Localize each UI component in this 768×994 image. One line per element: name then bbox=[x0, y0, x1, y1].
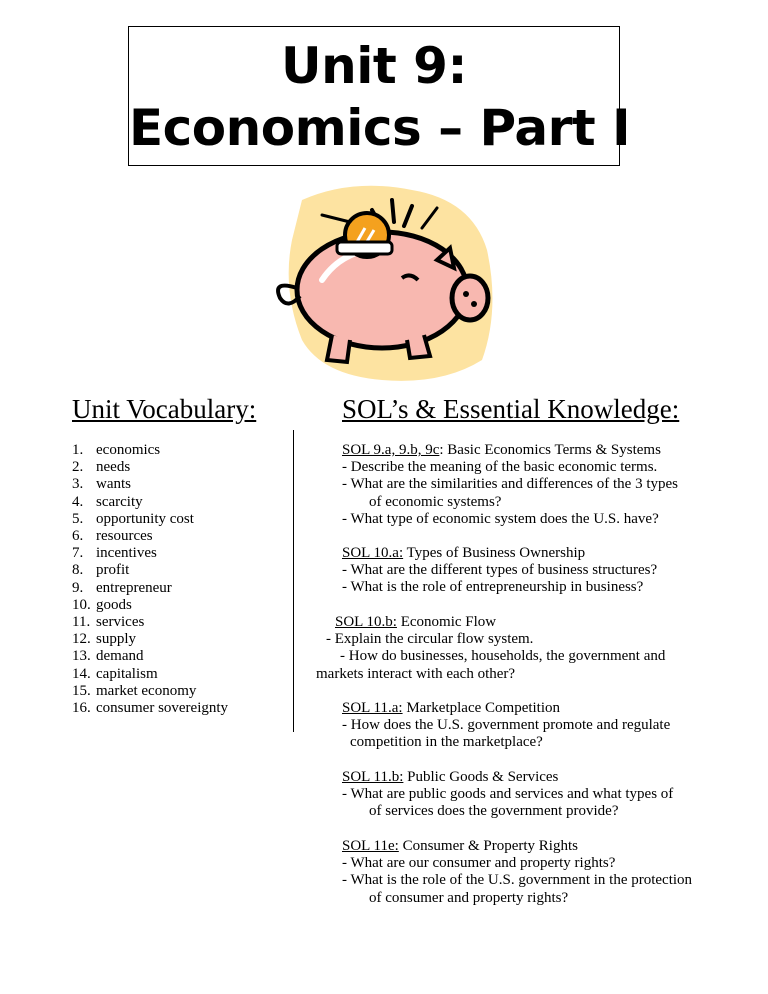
list-item: 2. needs bbox=[72, 459, 131, 476]
sol-question: - How does the U.S. government promote and regulate bbox=[342, 717, 671, 734]
sol-question-cont: markets interact with each other? bbox=[316, 665, 516, 682]
piggy-bank-icon bbox=[262, 170, 502, 390]
list-item: 10. goods bbox=[72, 596, 132, 613]
sol-question-cont: of services does the government provide? bbox=[369, 803, 619, 820]
sol-code: SOL 11.a: bbox=[342, 700, 403, 716]
vocab-list bbox=[72, 442, 228, 717]
list-item: 1. economics bbox=[72, 442, 161, 458]
sol-question-cont: of consumer and property rights? bbox=[369, 889, 569, 906]
sol-question: - How do businesses, households, the government and bbox=[340, 648, 666, 665]
sol-question: - What are public goods and services and what types of bbox=[342, 786, 674, 803]
sol-code: SOL 10.a: bbox=[342, 545, 404, 561]
sol-section-6 bbox=[342, 838, 692, 907]
sol-question-cont: competition in the marketplace? bbox=[350, 734, 543, 751]
title-box bbox=[128, 26, 631, 166]
list-item: 8. profit bbox=[72, 562, 130, 579]
sol-title: Consumer & Property Rights bbox=[398, 838, 578, 854]
list-item: 16. consumer sovereignty bbox=[72, 700, 229, 717]
title-line-2: Economics – Part I bbox=[129, 99, 631, 157]
sol-code: SOL 9.a, 9.b, 9c bbox=[342, 442, 440, 458]
sol-question: - What is the role of entrepreneurship in business? bbox=[342, 579, 644, 596]
sol-section-4 bbox=[342, 700, 670, 752]
list-item: 6. resources bbox=[72, 528, 153, 545]
sol-question: - Explain the circular flow system. bbox=[326, 631, 534, 648]
sol-title: Types of Business Ownership bbox=[403, 545, 586, 561]
sol-question: - What are our consumer and property rights? bbox=[342, 855, 616, 872]
sol-question: - Describe the meaning of the basic economic terms. bbox=[342, 459, 658, 476]
sol-title: Public Goods & Services bbox=[403, 769, 559, 785]
sol-question: - What are the similarities and differences of the 3 types bbox=[342, 476, 678, 493]
sol-title: Economic Flow bbox=[396, 614, 497, 630]
title-line-1: Unit 9: bbox=[281, 37, 467, 95]
list-item: 3. wants bbox=[72, 476, 131, 493]
column-divider bbox=[293, 430, 294, 732]
sol-section-2 bbox=[342, 545, 657, 597]
sol-question: - What are the different types of business structures? bbox=[342, 562, 658, 579]
sol-section-1 bbox=[342, 442, 678, 528]
list-item: 11. services bbox=[72, 614, 145, 631]
sol-title: : Basic Economics Terms & Systems bbox=[439, 442, 661, 458]
list-item: 7. incentives bbox=[72, 545, 157, 562]
list-item: 14. capitalism bbox=[72, 665, 158, 682]
sol-code: SOL 11.b: bbox=[342, 769, 404, 785]
sol-code: SOL 11e: bbox=[342, 838, 399, 854]
sol-question-cont: of economic systems? bbox=[369, 493, 502, 510]
list-item: 9. entrepreneur bbox=[72, 579, 172, 596]
sol-heading: SOL’s & Essential Knowledge: bbox=[342, 394, 680, 424]
sol-section-5 bbox=[342, 769, 673, 821]
list-item: 12. supply bbox=[72, 631, 137, 648]
sol-question: - What is the role of the U.S. government in the protection bbox=[342, 872, 693, 889]
list-item: 4. scarcity bbox=[72, 493, 143, 510]
sol-code: SOL 10.b: bbox=[335, 614, 397, 630]
sol-section-3 bbox=[316, 614, 665, 683]
list-item: 13. demand bbox=[72, 648, 144, 665]
sol-title: Marketplace Competition bbox=[402, 700, 561, 716]
list-item: 5. opportunity cost bbox=[72, 510, 194, 527]
vocab-heading: Unit Vocabulary: bbox=[72, 394, 257, 424]
sol-question: - What type of economic system does the U.S. have? bbox=[342, 510, 659, 527]
list-item: 15. market economy bbox=[72, 682, 197, 699]
